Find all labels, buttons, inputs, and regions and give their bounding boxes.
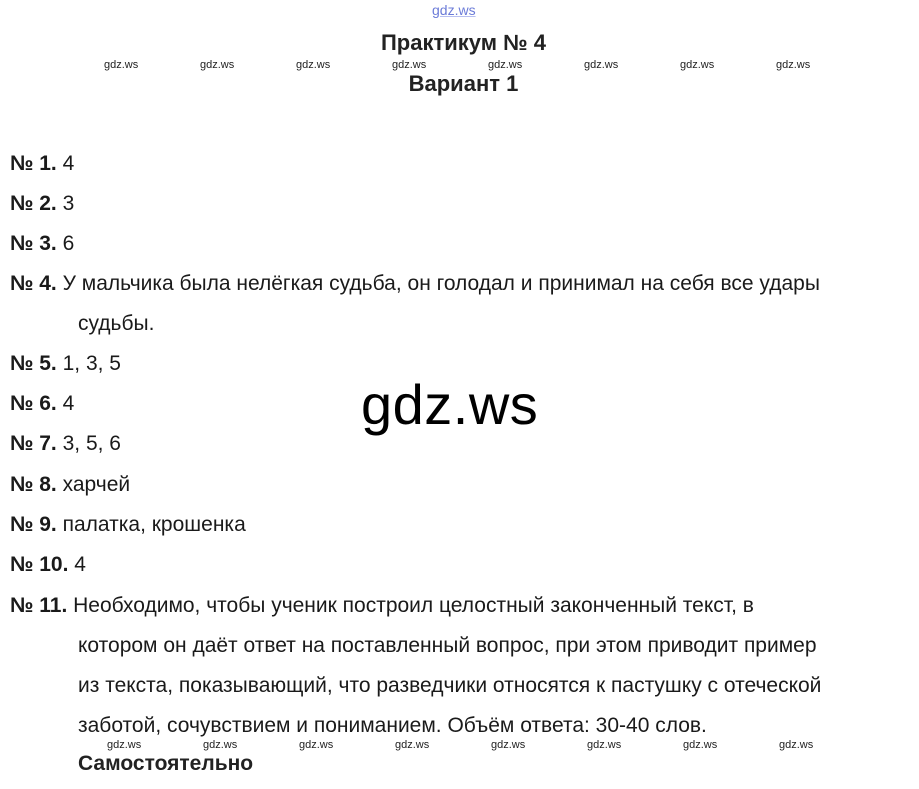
watermark-row-bottom xyxy=(0,739,919,753)
small-watermark: gdz.ws xyxy=(107,739,142,751)
answer-item xyxy=(10,505,246,545)
small-watermark: gdz.ws xyxy=(200,59,235,71)
answer-text: 4 xyxy=(74,553,86,576)
small-watermark: gdz.ws xyxy=(779,739,814,751)
answer-number: № 8. xyxy=(10,473,57,496)
answer-number: № 1. xyxy=(10,152,57,175)
answer-text: палатка, крошенка xyxy=(62,513,246,536)
answer-number: № 11. xyxy=(10,594,68,617)
small-watermark: gdz.ws xyxy=(683,739,718,751)
page-title: Практикум № 4 xyxy=(380,30,546,55)
small-watermark: gdz.ws xyxy=(395,739,430,751)
answer-number: № 6. xyxy=(10,392,57,415)
answer-text: 1, 3, 5 xyxy=(62,352,121,375)
answer-text: 4 xyxy=(62,392,75,415)
answer-continuation: из текста, показывающий, что разведчики относятся к пастушку с отеческой xyxy=(78,674,822,697)
answer-text: харчей xyxy=(62,473,131,496)
big-watermark: gdz.ws xyxy=(361,373,539,436)
answer-continuation: заботой, сочувствием и пониманием. Объём ответа: 30-40 слов. xyxy=(78,714,707,737)
answer-item xyxy=(10,424,121,464)
answer-number: № 5. xyxy=(10,352,57,375)
section-heading: Самостоятельно xyxy=(78,752,254,775)
answer-number: № 10. xyxy=(10,553,69,576)
answer-text: 3 xyxy=(62,192,75,215)
answer-number: № 7. xyxy=(10,432,57,455)
answer-continuation: котором он даёт ответ на поставленный вопрос, при этом приводит пример xyxy=(78,634,817,657)
answer-item xyxy=(10,344,121,384)
answer-item xyxy=(10,545,86,585)
answer-item xyxy=(10,465,130,505)
small-watermark: gdz.ws xyxy=(104,59,139,71)
answer-item xyxy=(10,586,754,626)
page-subtitle: Вариант 1 xyxy=(408,71,519,96)
answer-item xyxy=(10,224,74,264)
small-watermark: gdz.ws xyxy=(776,59,811,71)
answer-text: 4 xyxy=(62,152,75,175)
small-watermark: gdz.ws xyxy=(203,739,238,751)
answer-number: № 4. xyxy=(10,272,57,295)
answer-text: У мальчика была нелёгкая судьба, он голодал и принимал на себя все удары xyxy=(62,272,820,295)
answer-number: № 2. xyxy=(10,192,57,215)
answer-text: Необходимо, чтобы ученик построил целостный законченный текст, в xyxy=(73,594,754,617)
small-watermark: gdz.ws xyxy=(491,739,526,751)
small-watermark: gdz.ws xyxy=(296,59,331,71)
answer-text: 3, 5, 6 xyxy=(62,432,121,455)
small-watermark: gdz.ws xyxy=(584,59,619,71)
answer-item xyxy=(10,384,74,424)
answer-text: 6 xyxy=(62,232,75,255)
small-watermark: gdz.ws xyxy=(587,739,622,751)
small-watermark: gdz.ws xyxy=(488,59,523,71)
answer-number: № 3. xyxy=(10,232,57,255)
answer-number: № 9. xyxy=(10,513,57,536)
small-watermark: gdz.ws xyxy=(680,59,715,71)
small-watermark: gdz.ws xyxy=(392,59,427,71)
answer-item xyxy=(10,144,74,184)
answer-item xyxy=(10,264,820,304)
top-watermark: gdz.ws xyxy=(432,2,476,18)
answer-continuation: судьбы. xyxy=(78,312,155,335)
small-watermark: gdz.ws xyxy=(299,739,334,751)
answer-item xyxy=(10,184,74,224)
